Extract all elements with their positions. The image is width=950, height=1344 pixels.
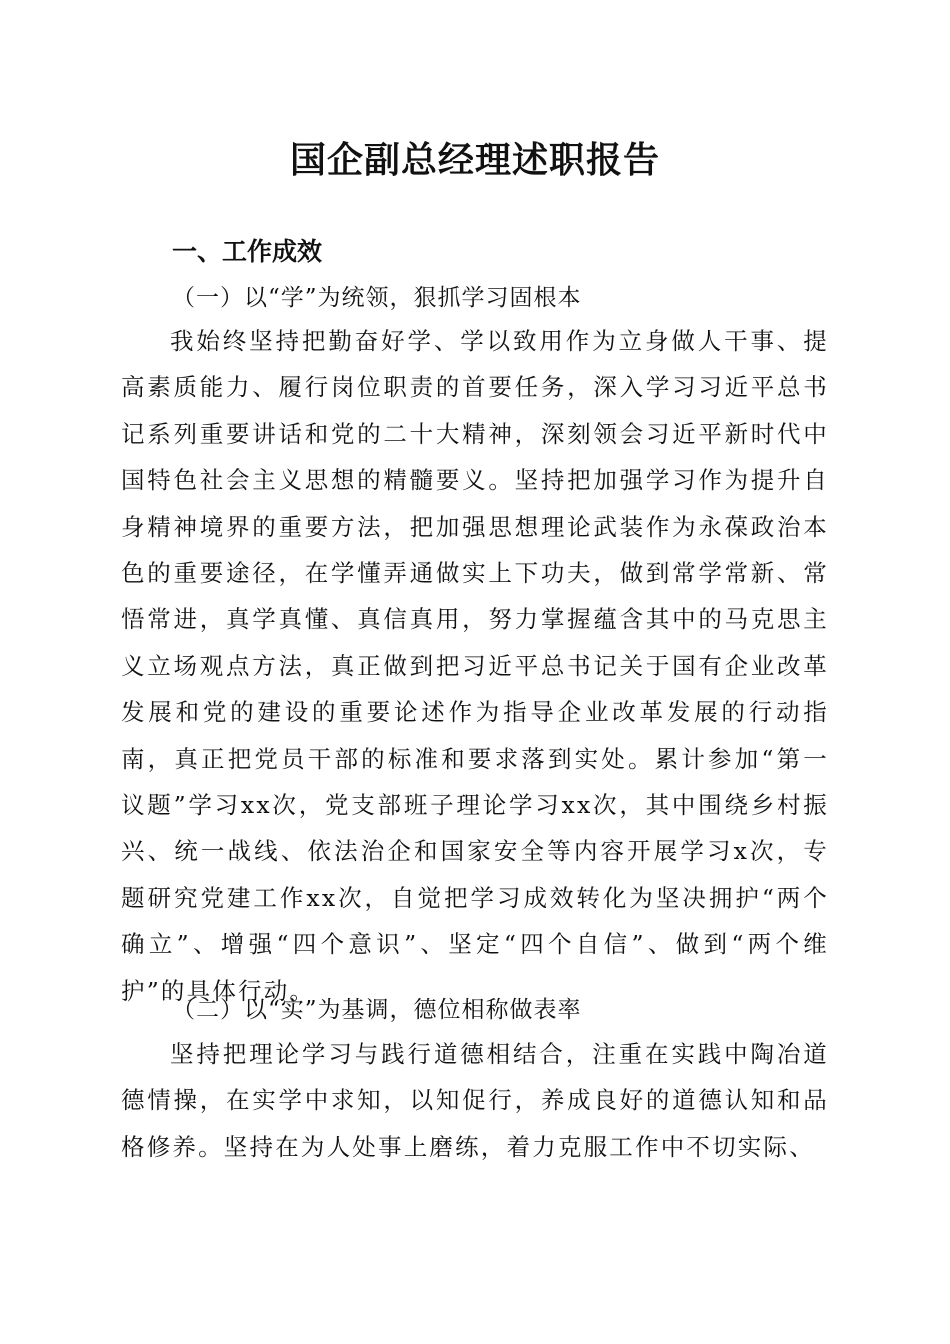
document-title: 国企副总经理述职报告 <box>289 139 660 181</box>
section-heading: 一、工作成效 <box>172 237 323 266</box>
paragraph-2: 坚持把理论学习与践行道德相结合，注重在实践中陶冶道德情操，在实学中求知，以知促行，养成良好的道德认知和品格修养。坚持在为人处事上磨练，着力克服工作中不切实际、 <box>121 1040 829 1161</box>
subsection-heading-2: （二）以“实”为基调，德位相称做表率 <box>172 997 582 1023</box>
paragraph-1: 我始终坚持把勤奋好学、学以致用作为立身做人干事、提高素质能力、履行岗位职责的首要任务，深入学习习近平总书记系列重要讲话和党的二十大精神，深刻领会习近平新时代中国特色社会主义思想的精髓要义。坚持把加强学习作为提升自身精神境界的重要方法，把加强思想理论武装作为永葆政治本色的重要途径，在学懂弄通做实上下功夫，做到常学常新、常悟常进，真学真懂、真信真用，努力掌握蕴含其中的马克思主义立场观点方法，真正做到把习近平总书记关于国有企业改革发展和党的建设的重要论述作为指导企业改革发展的行动指南，真正把党员干部的标准和要求落到实处。累计参加“第一议题”学习xx次，党支部班子理论学习xx次，其中围绕乡村振兴、统一战线、依法治企和国家安全等内容开展学习x次，专题研究党建工作xx次，自觉把学习成效转化为坚决拥护“两个确立”、增强“四个意识”、坚定“四个自信”、做到“两个维护”的具体行动。 <box>121 327 829 1005</box>
subsection-heading-1: （一）以“学”为统领，狠抓学习固根本 <box>172 285 582 311</box>
